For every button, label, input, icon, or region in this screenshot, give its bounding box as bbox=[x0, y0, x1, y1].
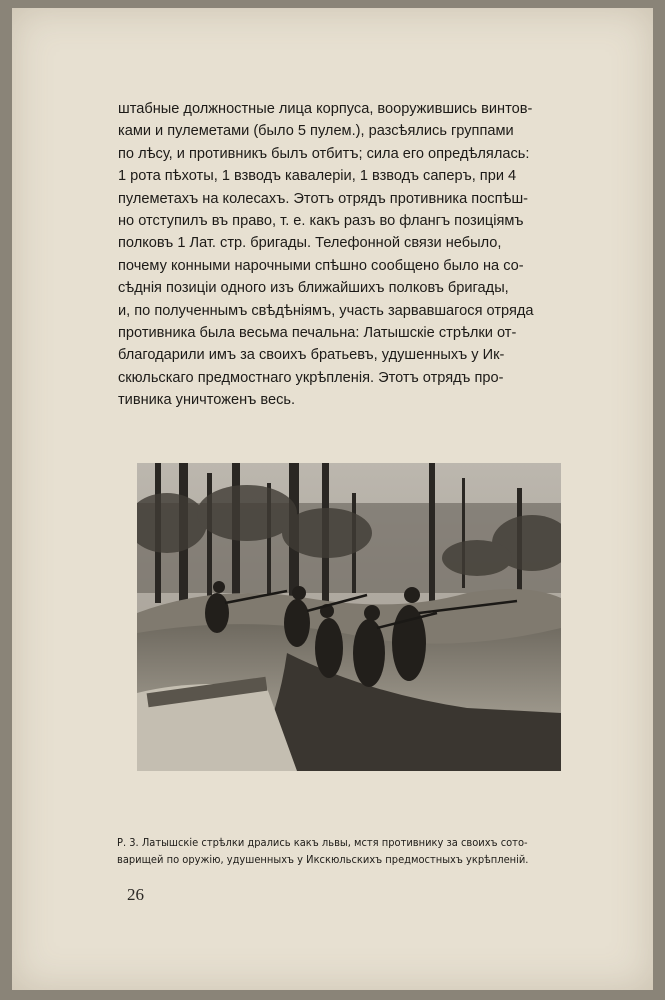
trench-photograph bbox=[137, 463, 561, 771]
body-line: сѣднія позиціи одного изъ ближайшихъ полковъ бригады, bbox=[118, 280, 509, 297]
body-line: полковъ 1 Лат. стр. бригады. Телефонной связи небыло, bbox=[118, 235, 502, 252]
body-line: штабные должностные лица корпуса, вооружившись винтов- bbox=[118, 101, 533, 117]
body-paragraph bbox=[118, 98, 573, 412]
body-line: скюльскаго предмостнаго укрѣпленія. Этотъ отрядъ про- bbox=[118, 369, 504, 386]
caption-line: Р. 3. Латышскіе стрѣлки дрались какъ львы, мстя противнику за своихъ сото- bbox=[117, 836, 528, 849]
body-line: тивника уничтоженъ весь. bbox=[118, 392, 296, 409]
body-line: противника была весьма печальна: Латышскіе стрѣлки от- bbox=[118, 325, 517, 342]
caption-line: варищей по оружію, удушенныхъ у Икскюльскихъ предмостныхъ укрѣпленій. bbox=[117, 853, 529, 866]
body-line: пулеметахъ на колесахъ. Этотъ отрядъ противника поспѣш- bbox=[118, 190, 529, 207]
body-line: почему конными нарочными спѣшно сообщено было на со- bbox=[118, 257, 524, 274]
photo-illustration bbox=[137, 463, 561, 771]
body-line: 1 рота пѣхоты, 1 взводъ кавалеріи, 1 взводъ саперъ, при 4 bbox=[118, 168, 517, 185]
page-number: 26 bbox=[127, 885, 144, 904]
body-line: по лѣсу, и противникъ былъ отбитъ; сила его опредѣлялась: bbox=[118, 145, 530, 162]
book-page bbox=[12, 8, 653, 990]
figure-caption bbox=[117, 834, 587, 868]
body-line: благодарили имъ за своихъ братьевъ, удушенныхъ у Ик- bbox=[118, 347, 505, 364]
body-line: и, по полученнымъ свѣдѣніямъ, участь зарвавшагося отряда bbox=[118, 302, 534, 319]
body-line: ками и пулеметами (было 5 пулем.), разсѣялись группами bbox=[118, 123, 514, 140]
body-line: но отступилъ въ право, т. е. какъ разъ во флангъ позиціямъ bbox=[118, 213, 524, 230]
